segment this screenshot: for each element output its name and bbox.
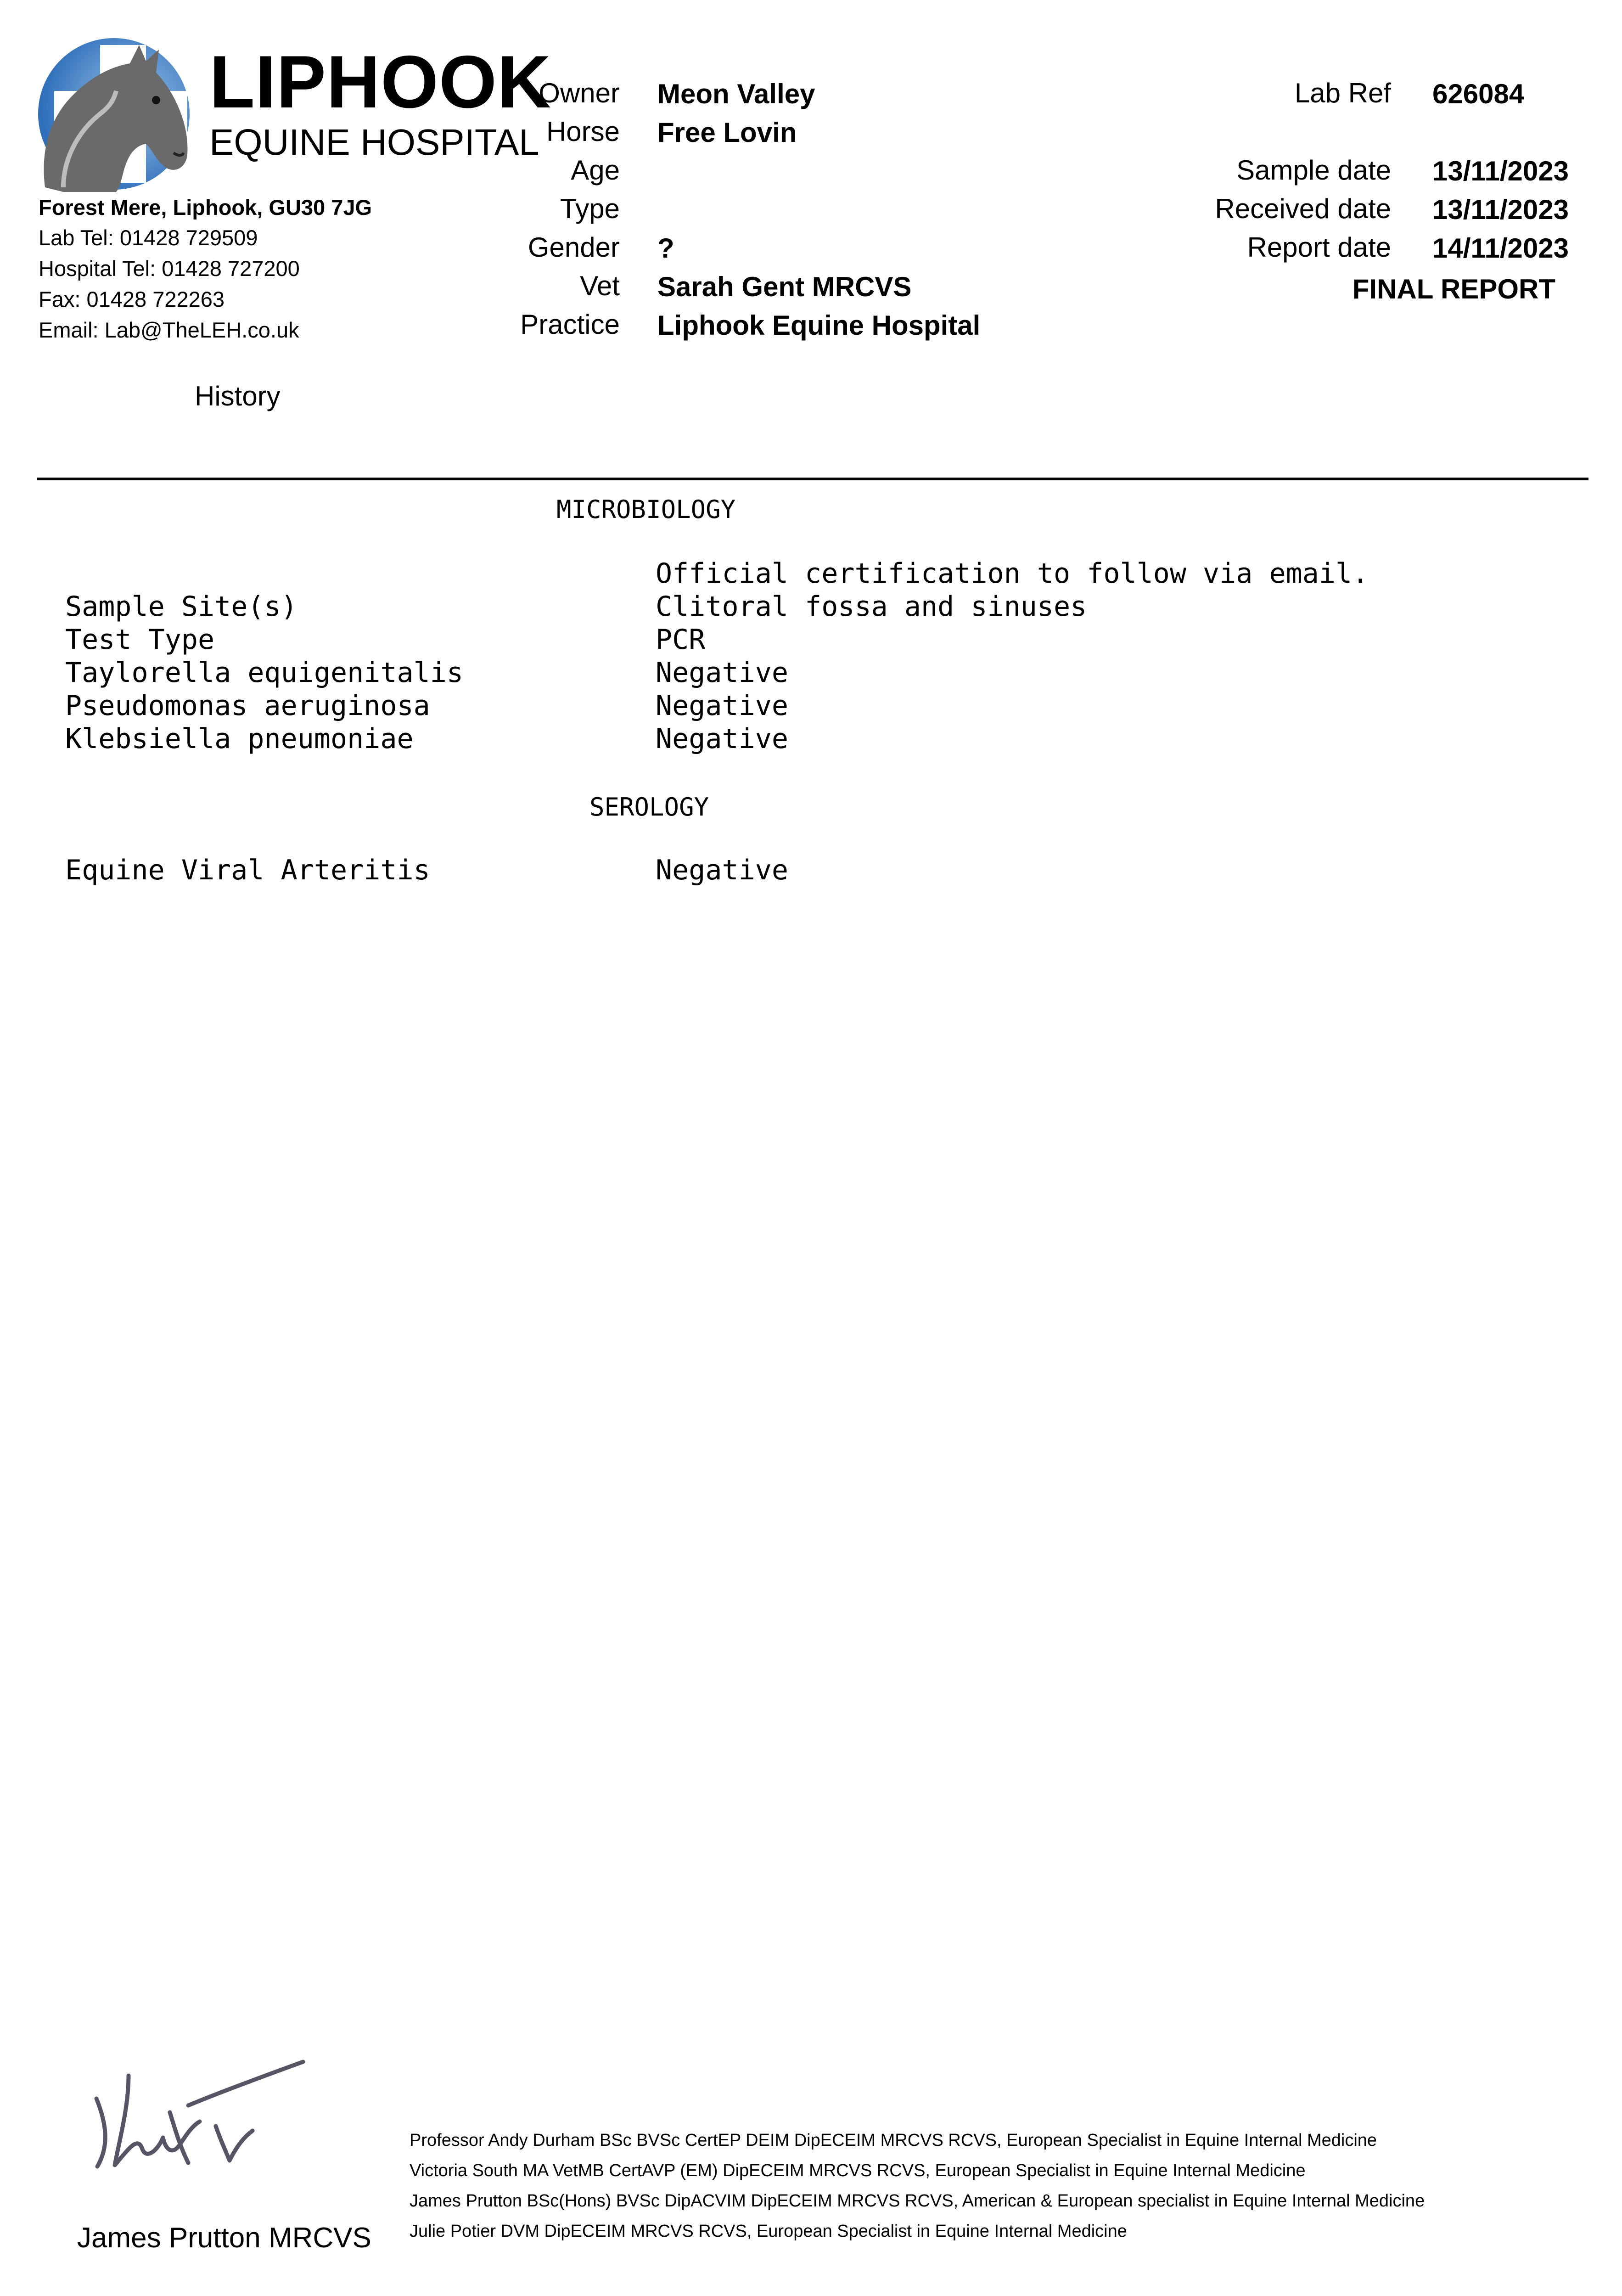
result-value: Negative <box>656 854 788 886</box>
horse-value: Free Lovin <box>657 117 797 148</box>
result-value: Negative <box>656 690 788 722</box>
age-label: Age <box>571 155 620 186</box>
hospital-tel: Hospital Tel: 01428 727200 <box>39 256 300 281</box>
email: Email: Lab@TheLEH.co.uk <box>39 318 299 342</box>
staff-qualification: Professor Andy Durham BSc BVSc CertEP DEIM DipECEIM MRCVS RCVS, European Specialist in Equine Internal Medicine <box>410 2131 1377 2150</box>
lab-ref-label: Lab Ref <box>1294 78 1391 108</box>
result-label: Klebsiella pneumoniae <box>65 723 414 755</box>
fax: Fax: 01428 722263 <box>39 287 225 311</box>
sample-date-label: Sample date <box>1236 155 1391 186</box>
result-label: Pseudomonas aeruginosa <box>65 690 430 722</box>
report-status: FINAL REPORT <box>1352 274 1555 304</box>
result-value: Negative <box>656 657 788 689</box>
certification-note: Official certification to follow via email. <box>656 557 1369 590</box>
result-label: Taylorella equigenitalis <box>65 657 463 689</box>
signer-name: James Prutton MRCVS <box>77 2222 371 2254</box>
result-value: Negative <box>656 723 788 755</box>
received-date-value: 13/11/2023 <box>1432 194 1569 225</box>
practice-label: Practice <box>520 309 620 340</box>
signature-image <box>78 2057 317 2177</box>
result-label: Sample Site(s) <box>65 591 297 623</box>
result-value: PCR <box>656 624 706 656</box>
serology-title: SEROLOGY <box>589 793 709 822</box>
gender-value: ? <box>657 233 674 264</box>
header-divider <box>37 478 1588 480</box>
horse-head-cross-logo <box>36 36 192 192</box>
microbiology-title: MICROBIOLOGY <box>556 495 736 524</box>
horse-label: Horse <box>546 116 620 147</box>
hospital-address: Forest Mere, Liphook, GU30 7JG <box>39 195 372 219</box>
owner-value: Meon Valley <box>657 79 815 109</box>
report-date-value: 14/11/2023 <box>1432 233 1569 264</box>
history-label: History <box>195 381 281 411</box>
staff-qualification: James Prutton BSc(Hons) BVSc DipACVIM DipECEIM MRCVS RCVS, American & European specialist in Equine Internal Medicine <box>410 2191 1425 2211</box>
practice-value: Liphook Equine Hospital <box>657 310 981 341</box>
result-label: Test Type <box>65 624 215 656</box>
type-label: Type <box>560 193 620 224</box>
staff-qualification: Julie Potier DVM DipECEIM MRCVS RCVS, European Specialist in Equine Internal Medicine <box>410 2222 1127 2241</box>
gender-label: Gender <box>528 232 620 263</box>
hospital-name: LIPHOOK <box>209 40 552 124</box>
hospital-subtitle: EQUINE HOSPITAL <box>209 122 539 163</box>
sample-date-value: 13/11/2023 <box>1432 156 1569 186</box>
lab-tel: Lab Tel: 01428 729509 <box>39 225 258 250</box>
result-label: Equine Viral Arteritis <box>65 854 430 886</box>
owner-label: Owner <box>539 78 620 108</box>
result-value: Clitoral fossa and sinuses <box>656 591 1087 623</box>
report-date-label: Report date <box>1247 232 1391 263</box>
staff-qualification: Victoria South MA VetMB CertAVP (EM) DipECEIM MRCVS RCVS, European Specialist in Equine Internal Medicine <box>410 2161 1306 2180</box>
lab-ref-value: 626084 <box>1432 79 1525 109</box>
vet-label: Vet <box>580 270 620 301</box>
vet-value: Sarah Gent MRCVS <box>657 271 912 302</box>
received-date-label: Received date <box>1215 193 1391 224</box>
